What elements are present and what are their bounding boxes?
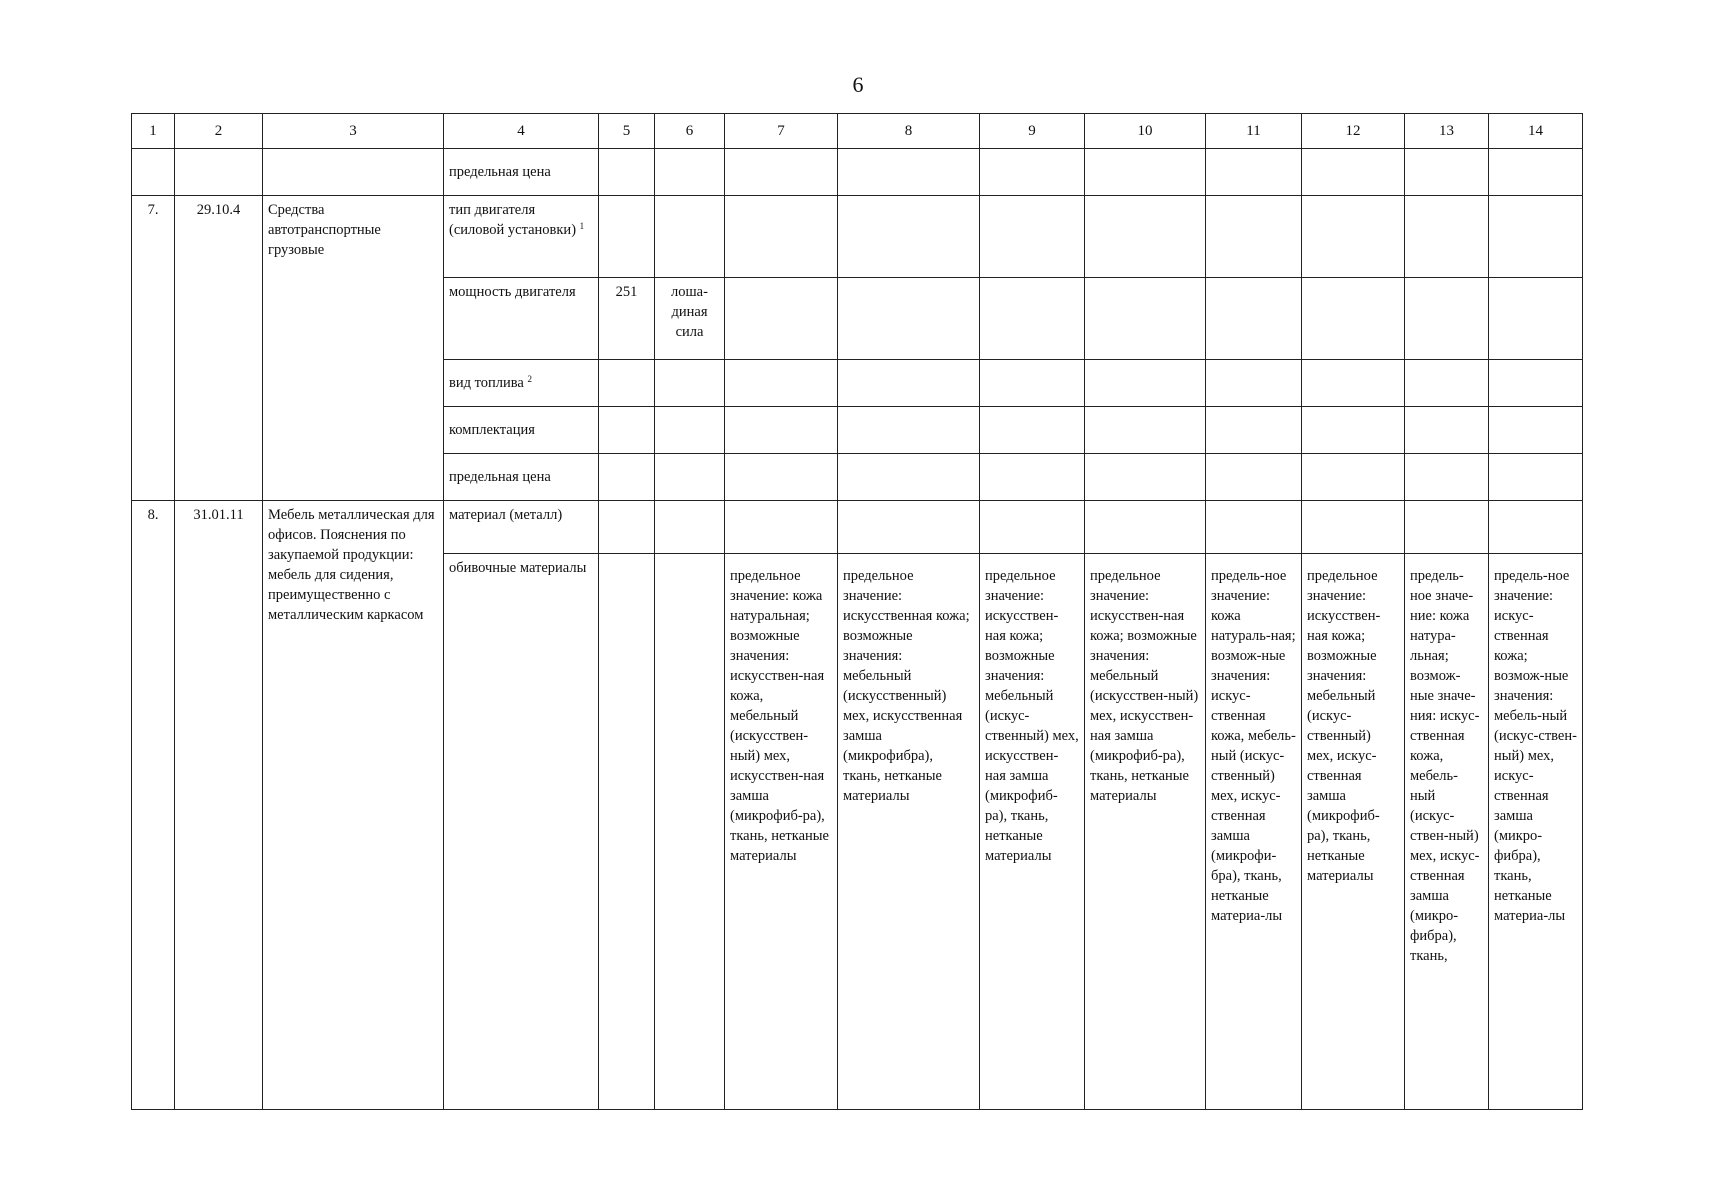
table-cell (725, 149, 838, 196)
table-cell (1085, 196, 1206, 278)
table-cell (1405, 149, 1489, 196)
value-cell: 251 (599, 278, 655, 360)
value-cell: предельное значение: искусствен-ная кожа; возможные значения: мебельный (искус-ственный) мех, искус-ственная замша (микрофиб-ра), ткань, нетканые материалы (1302, 554, 1405, 1110)
table-cell (1206, 407, 1302, 454)
table-cell (838, 407, 980, 454)
item-number: 8. (132, 501, 175, 1110)
table-cell (599, 196, 655, 278)
characteristic-cell: материал (металл) (444, 501, 599, 554)
table-cell (132, 149, 175, 196)
value-cell: предельное значение: искусствен-ная кожа; возможные значения: мебельный (искус-ственный) мех, искусствен-ная замша (микрофиб-ра), ткань, нетканые материалы (980, 554, 1085, 1110)
table-cell (980, 278, 1085, 360)
table-cell (725, 196, 838, 278)
table-cell (980, 360, 1085, 407)
characteristic-cell: предельная цена (444, 454, 599, 501)
table-cell (1302, 501, 1405, 554)
table-cell (838, 501, 980, 554)
table-cell (599, 360, 655, 407)
table-cell (1206, 360, 1302, 407)
fuel-label: вид топлива (449, 375, 524, 391)
header-cell: 10 (1085, 114, 1206, 149)
table-row (132, 149, 1583, 196)
characteristic-cell (444, 360, 599, 407)
table-cell (1302, 278, 1405, 360)
value-cell: предельное значение: искусственная кожа; возможные значения: мебельный (искусственный) мех, искусственная замша (микрофибра), ткань, нетканые материалы (838, 554, 980, 1110)
table-cell (1085, 360, 1206, 407)
characteristic-cell: мощность двигателя (444, 278, 599, 360)
table-cell (1489, 196, 1583, 278)
table-cell (1302, 196, 1405, 278)
table-cell (1405, 454, 1489, 501)
header-cell: 1 (132, 114, 175, 149)
table-cell (1405, 407, 1489, 454)
table-cell (655, 407, 725, 454)
header-cell: 13 (1405, 114, 1489, 149)
table-cell (725, 454, 838, 501)
table-cell (599, 407, 655, 454)
item-name: Средства автотранспортные грузовые (263, 196, 444, 501)
table-cell (725, 501, 838, 554)
table-cell (655, 554, 725, 1110)
table-cell (1206, 501, 1302, 554)
table-cell (655, 196, 725, 278)
table-cell (175, 149, 263, 196)
value-cell: предель-ное значе-ние: кожа натура-льная; возмож-ные значе-ния: искус-ственная кожа, мебель-ный (искус-ствен-ный) мех, искус-ственная замша (микро-фибра), ткань, (1405, 554, 1489, 1110)
table-cell (1489, 360, 1583, 407)
header-cell: 6 (655, 114, 725, 149)
table-cell (1302, 149, 1405, 196)
characteristic-cell: комплектация (444, 407, 599, 454)
unit-cell: лоша-диная сила (655, 278, 725, 360)
engine-type-label: тип двигателя (силовой установки) (449, 202, 577, 238)
table-cell (838, 149, 980, 196)
table-cell (599, 554, 655, 1110)
requirements-table (131, 113, 1583, 1110)
header-cell: 7 (725, 114, 838, 149)
item-code: 31.01.11 (175, 501, 263, 1110)
header-cell: 5 (599, 114, 655, 149)
table-cell (1302, 360, 1405, 407)
table-row (132, 196, 1583, 278)
table-cell (1489, 278, 1583, 360)
table-cell (725, 360, 838, 407)
header-cell: 14 (1489, 114, 1583, 149)
value-cell: предельное значение: искусствен-ная кожа; возможные значения: мебельный (искусствен-ный) мех, искусствен-ная замша (микрофиб-ра), ткань, нетканые материалы (1085, 554, 1206, 1110)
table-cell (1489, 407, 1583, 454)
table-cell (980, 149, 1085, 196)
table-cell (1489, 149, 1583, 196)
footnote-mark: 2 (527, 374, 532, 384)
table-cell (838, 454, 980, 501)
table-cell (655, 454, 725, 501)
table-cell (1206, 196, 1302, 278)
table-cell (655, 501, 725, 554)
table-cell (599, 501, 655, 554)
header-row (132, 114, 1583, 149)
value-cell: предельное значение: кожа натуральная; возможные значения: искусствен-ная кожа, мебельный (искусствен-ный) мех, искусствен-ная замша (микрофиб-ра), ткань, нетканые материалы (725, 554, 838, 1110)
characteristic-cell: предельная цена (444, 149, 599, 196)
table-cell (1405, 501, 1489, 554)
header-cell: 11 (1206, 114, 1302, 149)
table-cell (1489, 501, 1583, 554)
table-cell (655, 149, 725, 196)
table-cell (725, 278, 838, 360)
table-cell (1085, 278, 1206, 360)
characteristic-cell (444, 196, 599, 278)
table-cell (1206, 278, 1302, 360)
table-cell (1302, 454, 1405, 501)
table-cell (655, 360, 725, 407)
table-cell (1405, 196, 1489, 278)
value-cell: предель-ное значение: искус-ственная кожа; возмож-ные значения: мебель-ный (искус-ствен-ный) мех, искус-ственная замша (микро-фибра), ткань, нетканые материа-лы (1489, 554, 1583, 1110)
table-cell (980, 407, 1085, 454)
table-cell (1085, 454, 1206, 501)
table-cell (838, 196, 980, 278)
table-cell (1405, 360, 1489, 407)
table-cell (1085, 149, 1206, 196)
table-cell (838, 278, 980, 360)
characteristic-cell: обивочные материалы (444, 554, 599, 1110)
header-cell: 12 (1302, 114, 1405, 149)
header-cell: 2 (175, 114, 263, 149)
item-name: Мебель металлическая для офисов. Пояснения по закупаемой продукции: мебель для сидения, преимущественно с металлическим каркасом (263, 501, 444, 1110)
table-cell (980, 501, 1085, 554)
footnote-mark: 1 (579, 221, 585, 231)
page-number: 6 (852, 72, 864, 97)
table-cell (1206, 454, 1302, 501)
table-cell (980, 454, 1085, 501)
table-cell (1405, 278, 1489, 360)
table-cell (1302, 407, 1405, 454)
header-cell: 8 (838, 114, 980, 149)
table-cell (1085, 501, 1206, 554)
item-code: 29.10.4 (175, 196, 263, 501)
header-cell: 9 (980, 114, 1085, 149)
table-cell (1489, 454, 1583, 501)
table-cell (980, 196, 1085, 278)
table-cell (838, 360, 980, 407)
table-cell (599, 454, 655, 501)
header-cell: 3 (263, 114, 444, 149)
table-cell (599, 149, 655, 196)
item-number: 7. (132, 196, 175, 501)
value-cell: предель-ное значение: кожа натураль-ная; возмож-ные значения: искус-ственная кожа, мебель-ный (искус-ственный) мех, искус-ственная замша (микрофи-бра), ткань, нетканые материа-лы (1206, 554, 1302, 1110)
table-row (132, 501, 1583, 554)
table-cell (1085, 407, 1206, 454)
table-cell (1206, 149, 1302, 196)
header-cell: 4 (444, 114, 599, 149)
table-cell (725, 407, 838, 454)
table-cell (263, 149, 444, 196)
